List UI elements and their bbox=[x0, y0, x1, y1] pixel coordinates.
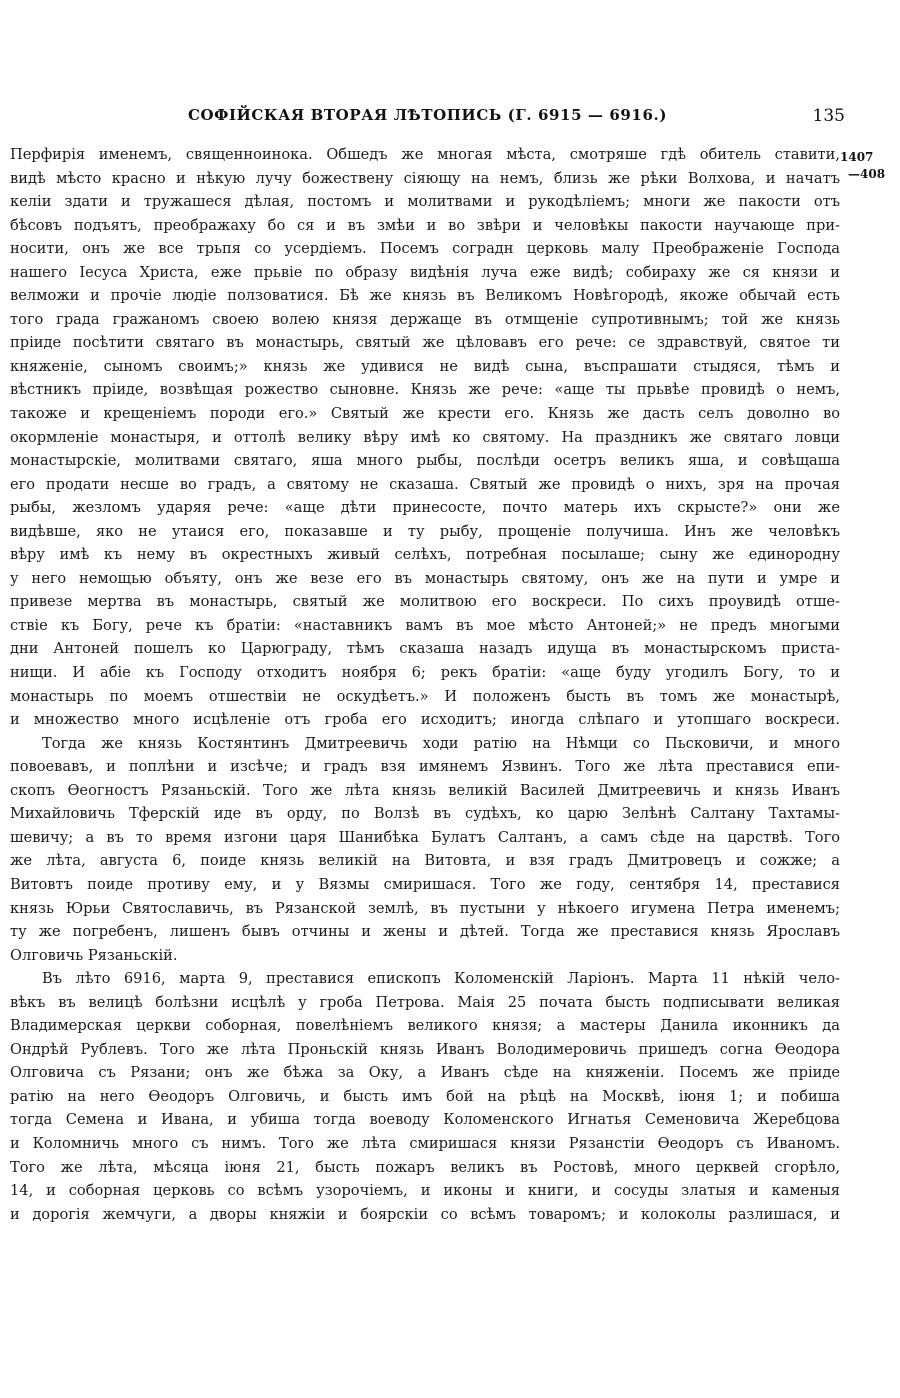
text-line: Тогда же князь Костянтинъ Дмитреевичь ходи ратію на Нѣмци со Пьсковичи, и много bbox=[42, 734, 840, 752]
text-line: носити, онъ же все трьпя со усердіемъ. Посемъ соградн церковь малу Преображеніе Господа bbox=[10, 240, 840, 258]
text-line: княженіе, сыномъ своимъ;» князь же удивися не видѣ сына, въспрашати стыдяся, тѣмъ и bbox=[10, 357, 840, 375]
text-line: шевичу; а въ то время изгони царя Шанибѣка Булатъ Салтанъ, а самъ сѣде на царствѣ. Того bbox=[10, 828, 840, 846]
text-line: Михайловичь Тферскій иде въ орду, по Волзѣ въ судѣхъ, ко царю Зелѣнѣ Салтану Тахтамы- bbox=[10, 805, 840, 823]
text-line: и множество много исцѣленіе отъ гроба его исходитъ; иногда слѣпаго и утопшаго воскреси. bbox=[10, 711, 840, 729]
text-line: ратію на него Ѳеодоръ Олговичь, и бысть имъ бой на рѣцѣ на Москвѣ, іюня 1; и побиша bbox=[10, 1087, 840, 1105]
page-number: 135 bbox=[812, 106, 845, 126]
text-line: Перфирія именемъ, священноинока. Обшедъ же многая мѣста, смотряше гдѣ обитель ставити, bbox=[10, 146, 840, 163]
text-line: скопъ Ѳеогностъ Рязаньскій. Того же лѣта князь великій Василей Дмитреевичь и князь Иванъ bbox=[10, 781, 840, 799]
text-line: его продати несше во градъ, а святому не сказаша. Святый же провидѣ о нихъ, зря на прочая bbox=[10, 475, 840, 493]
text-line: видѣвше, яко не утаися его, показавше и ту рыбу, прощеніе получиша. Инъ же человѣкъ bbox=[10, 522, 840, 540]
text-line: ствіе къ Богу, рече къ братіи: «наставникъ вамъ въ мое мѣсто Антоней;» не предъ многыми bbox=[10, 616, 840, 634]
text-line: видѣ мѣсто красно и нѣкую лучу божествену сіяющу на немъ, близь же рѣки Волхова, и начатъ bbox=[10, 169, 840, 187]
text-line: такоже и крещеніемъ породи его.» Святый же крести его. Князь же дасть селъ доволно во bbox=[10, 405, 840, 423]
text-line: рыбы, жезломъ ударяя рече: «аще дѣти принесосте, почто матерь ихъ скрысте?» они же bbox=[10, 499, 840, 517]
margin-year-note: 1407 bbox=[840, 150, 874, 164]
text-line: пріиде посѣтити святаго въ монастырь, святый же цѣловавъ его рече: се здравствуй, святое ти bbox=[10, 334, 840, 352]
text-line: привезе мертва въ монастырь, святый же молитвою его воскреси. По сихъ проувидѣ отше- bbox=[10, 593, 840, 611]
text-line: вѣру имѣ къ нему въ окрестныхъ живый селѣхъ, потребная посылаше; сыну же единородну bbox=[10, 546, 840, 564]
text-line: монастырь по моемъ отшествіи не оскудѣетъ.» И положенъ бысть въ томъ же монастырѣ, bbox=[10, 687, 840, 705]
margin-year-note: —408 bbox=[848, 167, 886, 181]
text-line: повоевавъ, и поплѣни и изсѣче; и градъ взя имянемъ Язвинъ. Того же лѣта преставися епи- bbox=[10, 758, 840, 776]
text-line: ту же погребенъ, лишенъ бывъ отчины и жены и дѣтей. Тогда же преставися князь Ярославъ bbox=[10, 923, 840, 941]
text-line: Того же лѣта, мѣсяца іюня 21, бысть пожаръ великъ въ Ростовѣ, много церквей сгорѣло, bbox=[10, 1158, 840, 1176]
text-line: того града гражаномъ своею волею князя держаще въ отмщеніе супротивнымъ; той же князь bbox=[10, 310, 840, 328]
text-line: бѣсовъ подъятъ, преображаху бо ся и въ змѣи и во звѣри и человѣкы пакости научающе при- bbox=[10, 216, 840, 234]
text-line: 14, и соборная церковь со всѣмъ узорочіемъ, и иконы и книги, и сосуды златыя и каменыя bbox=[10, 1182, 840, 1200]
text-line: нищи. И абіе къ Господу отходитъ ноября 6; рекъ братіи: «аще буду угодилъ Богу, то и bbox=[10, 664, 840, 682]
text-line: келіи здати и тружашеся дѣлая, постомъ и молитвами и рукодѣліемъ; многи же пакости отъ bbox=[10, 193, 840, 211]
text-line: вѣкъ въ велицѣ болѣзни исцѣлѣ у гроба Петрова. Маія 25 почата бысть подписывати великая bbox=[10, 993, 840, 1011]
text-line: монастырскіе, молитвами святаго, яша много рыбы, послѣди осетръ великъ яша, и совѣщаша bbox=[10, 452, 840, 470]
text-line: у него немощью объяту, онъ же везе его въ монастырь святому, онъ же на пути и умре и bbox=[10, 569, 840, 587]
text-line: нашего Іесуса Христа, еже прьвіе по образу видѣнія луча еже видѣ; собираху же ся князи и bbox=[10, 263, 840, 281]
chronicle-text bbox=[10, 143, 840, 1226]
text-line: дни Антоней пошелъ ко Царюграду, тѣмъ сказаша назадъ идуща въ монастырскомъ приста- bbox=[10, 640, 840, 658]
running-header bbox=[10, 106, 845, 130]
text-line: вѣстникъ пріиде, возвѣщая рожество сыновне. Князь же рече: «аще ты прьвѣе провидѣ о немъ, bbox=[10, 381, 840, 399]
text-line: и Коломничь много съ нимъ. Того же лѣта смиришася князи Рязанстіи Ѳеодоръ съ Иваномъ. bbox=[10, 1134, 840, 1152]
text-line: Въ лѣто 6916, марта 9, преставися епископъ Коломенскій Ларіонъ. Марта 11 нѣкій чело- bbox=[42, 970, 840, 988]
text-line: Олговичь Рязаньскій. bbox=[10, 946, 178, 964]
text-line: Витовтъ поиде противу ему, и у Вязмы смиришася. Того же году, сентября 14, преставися bbox=[10, 875, 840, 893]
text-line: Владимерская церкви соборная, повелѣніемъ великого князя; а мастеры Данила иконникъ да bbox=[10, 1017, 840, 1035]
text-line: тогда Семена и Ивана, и убиша тогда воеводу Коломенского Игнатья Семеновича Жеребцова bbox=[10, 1111, 840, 1129]
text-line: велможи и прочіе людіе ползоватися. Бѣ же князь въ Великомъ Новѣгородѣ, якоже обычай есть bbox=[10, 287, 840, 305]
text-line: же лѣта, августа 6, поиде князь великій на Витовта, и взя градъ Дмитровецъ и сожже; а bbox=[10, 852, 840, 870]
text-line: окормленіе монастыря, и оттолѣ велику вѣру имѣ ко святому. На праздникъ же святаго ловци bbox=[10, 428, 840, 446]
text-line: князь Юрьи Святославичь, въ Рязанской землѣ, въ пустыни у нѣкоего игумена Петра именемъ; bbox=[10, 899, 840, 917]
text-line: Ондрѣй Рублевъ. Того же лѣта Проньскій князь Иванъ Володимеровичь пришедъ согна Ѳеодора bbox=[10, 1040, 840, 1058]
text-line: Олговича съ Рязани; онъ же бѣжа за Оку, а Иванъ сѣде на княженіи. Посемъ же пріиде bbox=[10, 1064, 840, 1082]
running-title: СОФІЙСКАЯ ВТОРАЯ ЛѢТОПИСЬ (Г. 6915 — 6916.) bbox=[187, 106, 668, 124]
text-line: и дорогія жемчуги, а дворы княжіи и боярскіи со всѣмъ товаромъ; и колоколы разлишася, и bbox=[10, 1205, 840, 1223]
